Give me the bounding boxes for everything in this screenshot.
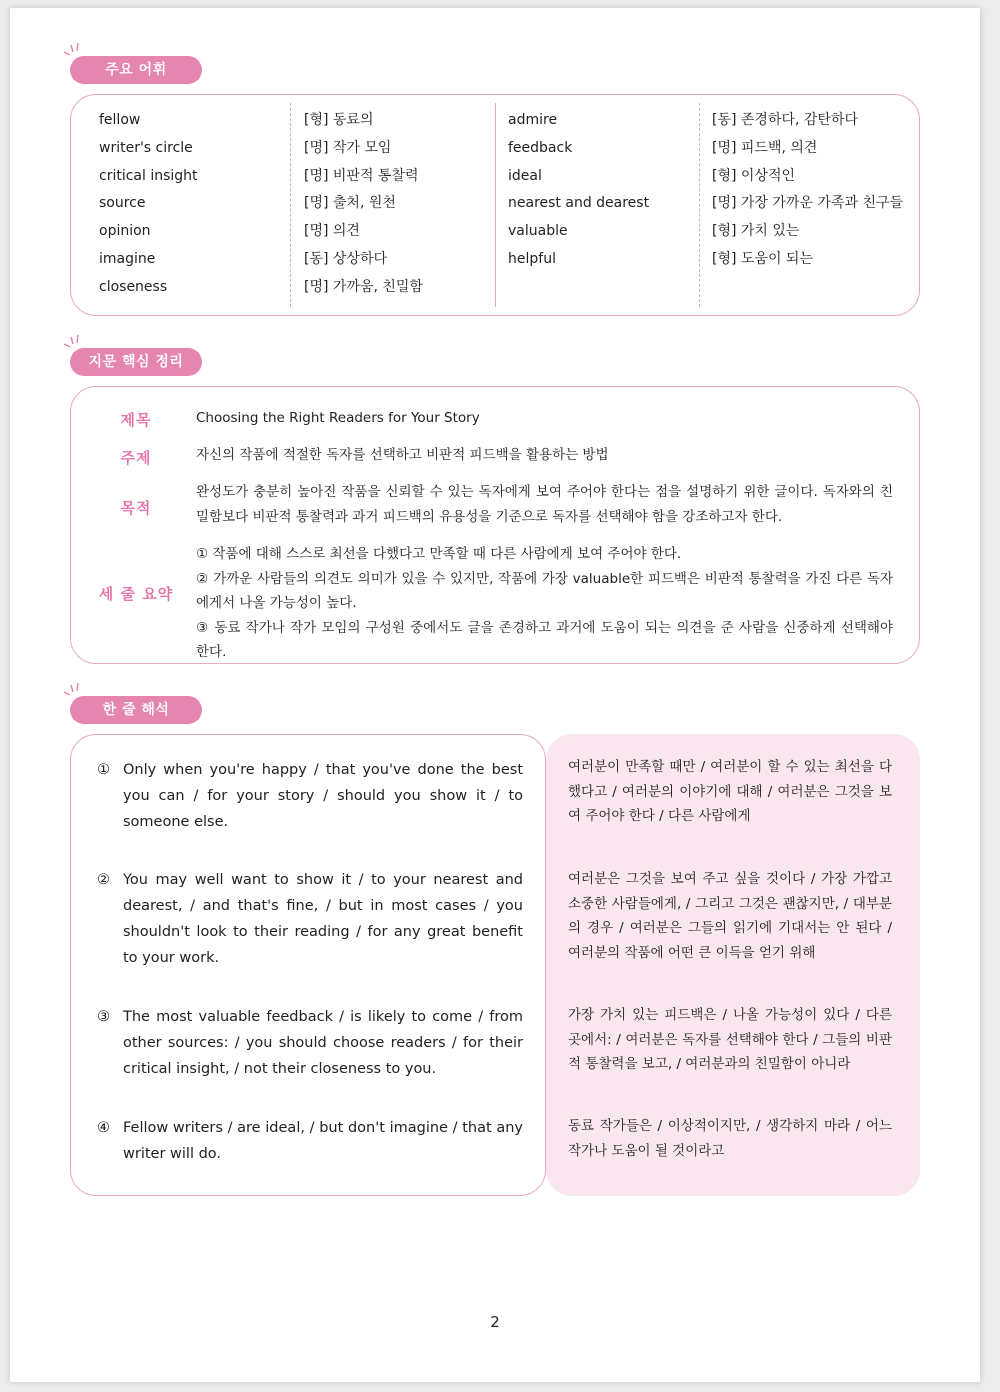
vocab-meaning: [명] 가까움, 친밀함	[304, 278, 423, 295]
vocab-meaning: [명] 출처, 원천	[304, 195, 396, 212]
vocab-word: critical insight	[99, 167, 198, 184]
summary-line: ② 가까운 사람들의 의견도 의미가 있을 수 있지만, 작품에 가장 valuable한 피드백은 비판적 통찰력을 가진 다른 독자에게서 나올 가능성이 높다.	[196, 570, 893, 611]
translation-section-header	[70, 696, 202, 724]
vocab-box	[70, 94, 920, 316]
sentence-text: The most valuable feedback / is likely to come / from other sources: / you should choose readers / for their critical insight, / not their closeness to you.	[123, 1009, 523, 1077]
vocab-meaning: [형] 가치 있는	[712, 223, 800, 240]
vocab-meaning: [명] 가장 가까운 가족과 친구들	[712, 195, 904, 212]
vocab-meaning: [명] 의견	[304, 223, 360, 240]
title-text: Choosing the Right Readers for Your Story	[196, 410, 480, 426]
vocab-divider	[699, 103, 700, 307]
section-title: 한 줄 해석	[70, 696, 202, 724]
vocab-word: writer's circle	[99, 139, 193, 156]
vocab-meaning: [동] 존경하다, 감탄하다	[712, 112, 858, 128]
vocab-word: ideal	[508, 167, 542, 184]
vocab-word: closeness	[99, 278, 168, 295]
vocab-section-header	[70, 56, 202, 84]
sentence-text: Fellow writers / are ideal, / but don't imagine / that any writer will do.	[123, 1120, 523, 1162]
vocab-meaning: [동] 상상하다	[304, 250, 387, 267]
vocab-word: helpful	[508, 250, 556, 267]
vocab-divider	[290, 103, 291, 307]
vocab-meaning: [명] 비판적 통찰력	[304, 167, 419, 184]
purpose-label: 목적	[120, 499, 152, 517]
summary-line: ① 작품에 대해 스스로 최선을 다했다고 만족할 때 다른 사람에게 보여 주어야 한다.	[196, 546, 682, 562]
vocab-left-words	[99, 107, 198, 302]
summary-line: ③ 동료 작가나 작가 모임의 구성원 중에서도 글을 존경하고 과거에 도움이 되는 의견을 준 사람을 신중하게 선택해야 한다.	[196, 619, 893, 660]
vocab-meaning: [명] 작가 모임	[304, 139, 392, 156]
vocab-right-meanings	[712, 107, 903, 274]
page-number: 2	[490, 1313, 500, 1331]
summary-box	[70, 386, 920, 664]
english-sentence	[97, 867, 523, 971]
vocab-word: source	[99, 195, 146, 212]
korean-sentence: 가장 가치 있는 피드백은 / 나올 가능성이 있다 / 다른 곳에서: / 여러분은 독자를 선택해야 한다 / 그들의 비판적 통찰력을 보고, / 여러분과의 친밀함이 아니라	[568, 1007, 892, 1072]
vocab-word: feedback	[508, 139, 573, 156]
page	[10, 8, 980, 1382]
vocab-word: imagine	[99, 250, 156, 267]
three-line-summary	[196, 542, 893, 665]
sentence-number: ③	[97, 1009, 110, 1025]
english-sentence	[97, 757, 523, 835]
english-sentence	[97, 1004, 523, 1082]
korean-sentence: 동료 작가들은 / 이상적이지만, / 생각하지 마라 / 어느 작가나 도움이 될 것이라고	[568, 1118, 892, 1159]
vocab-meaning: [형] 이상적인	[712, 167, 795, 184]
section-title: 지문 핵심 정리	[70, 348, 202, 376]
vocab-center-divider	[495, 103, 496, 307]
english-sentence	[97, 1115, 523, 1167]
purpose-text: 완성도가 충분히 높아진 작품을 신뢰할 수 있는 독자에게 보여 주어야 한다는 점을 설명하기 위한 글이다. 독자와의 친밀함보다 비판적 통찰력과 과거 피드백의 유용성을 기준으로 독자를 선택해야 함을 강조하고자 한다.	[196, 484, 893, 525]
sentence-number: ②	[97, 872, 110, 888]
vocab-word: opinion	[99, 223, 151, 240]
vocab-meaning: [형] 동료의	[304, 112, 374, 128]
three-line-label: 세 줄 요약	[98, 585, 174, 603]
vocab-left-meanings	[304, 107, 423, 302]
vocab-right-words	[508, 107, 649, 274]
sentence-number: ①	[97, 762, 110, 778]
vocab-word: admire	[508, 112, 558, 128]
korean-sentence: 여러분은 그것을 보여 주고 싶을 것이다 / 가장 가깝고 소중한 사람들에게, / 그리고 그것은 괜찮지만, / 대부분의 경우 / 여러분은 그들의 읽기에 기대서는 안 된다 / 여러분의 작품에 어떤 큰 이득을 얻기 위해	[568, 871, 892, 961]
theme-text: 자신의 작품에 적절한 독자를 선택하고 비판적 피드백을 활용하는 방법	[196, 447, 609, 463]
section-title: 주요 어휘	[70, 56, 202, 84]
korean-sentence: 여러분이 만족할 때만 / 여러분이 할 수 있는 최선을 다했다고 / 여러분의 이야기에 대해 / 여러분은 그것을 보여 주어야 한다 / 다른 사람에게	[568, 759, 892, 824]
summary-section-header	[70, 348, 202, 376]
vocab-word: valuable	[508, 223, 568, 240]
sentence-text: You may well want to show it / to your nearest and dearest, / and that's fine, / but in most cases / you shouldn't look to their reading / for any great benefit to your work.	[123, 872, 523, 966]
vocab-meaning: [명] 피드백, 의견	[712, 139, 818, 156]
korean-translation-panel	[546, 734, 920, 1196]
english-sentence-panel	[70, 734, 546, 1196]
vocab-word: fellow	[99, 112, 141, 128]
vocab-meaning: [형] 도움이 되는	[712, 250, 813, 267]
sentence-number: ④	[97, 1120, 110, 1136]
vocab-word: nearest and dearest	[508, 195, 650, 212]
theme-label: 주제	[120, 449, 152, 467]
title-label: 제목	[120, 411, 152, 429]
sentence-text: Only when you're happy / that you've done the best you can / for your story / should you show it / to someone else.	[123, 762, 523, 830]
